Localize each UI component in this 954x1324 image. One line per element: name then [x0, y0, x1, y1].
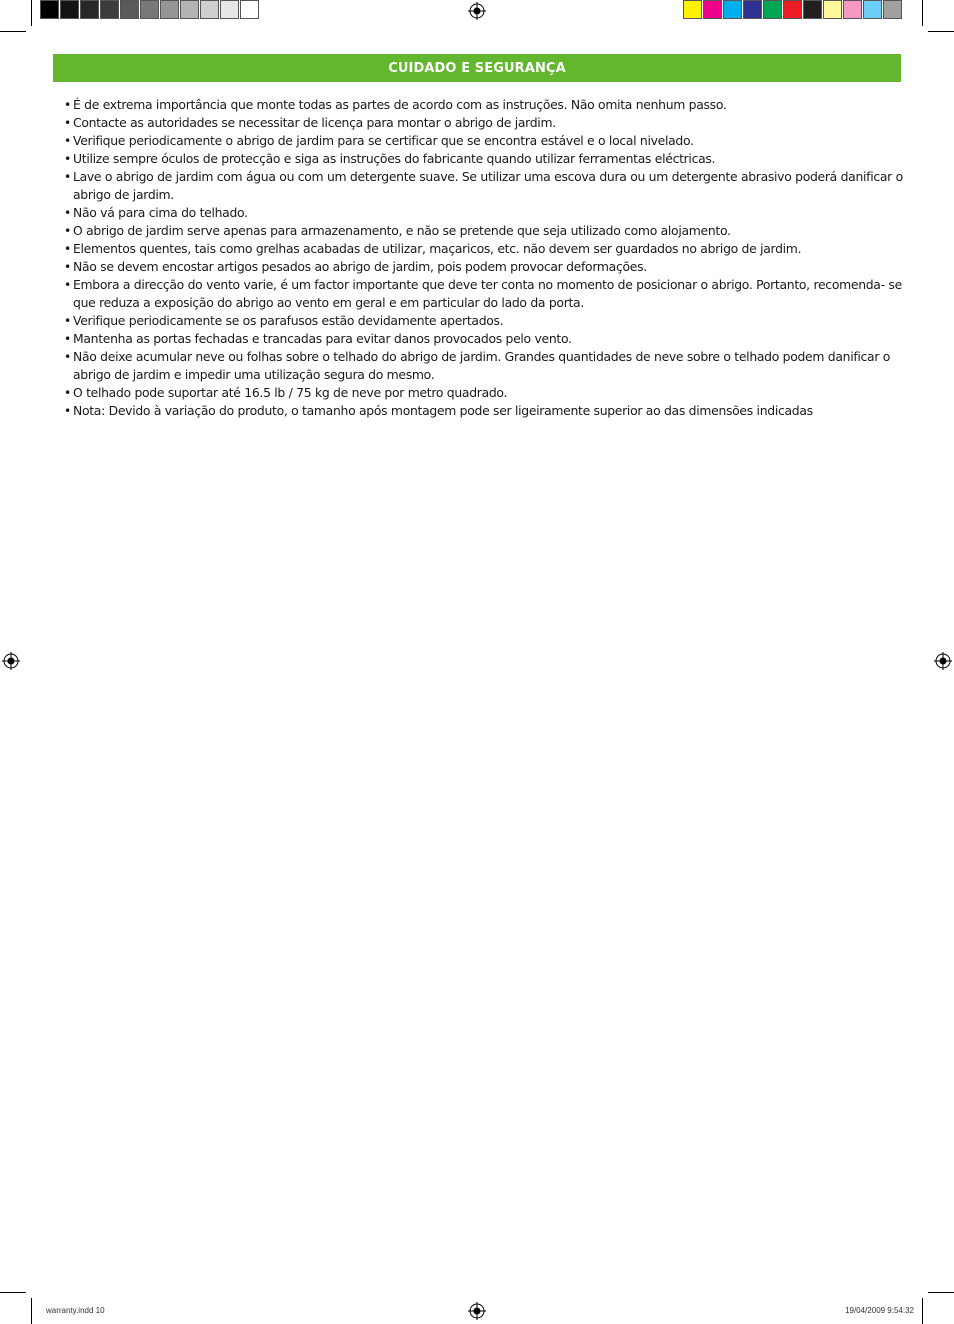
color-swatch [200, 0, 219, 19]
list-item-text: É de extrema importância que monte todas as partes de acordo com as instruções. Não omita nenhum passo. [73, 97, 727, 112]
crop-mark [922, 1298, 923, 1324]
registration-mark-icon [2, 652, 20, 670]
list-item [64, 258, 904, 276]
section-header [53, 54, 901, 82]
list-item-text: Não deixe acumular neve ou folhas sobre o telhado do abrigo de jardim. Grandes quantidades de neve sobre o telhado podem danificar o abrigo de jardim e impedir uma utilização segura do mesmo. [73, 349, 891, 382]
list-item [64, 348, 904, 384]
bullet-icon: • [64, 241, 72, 256]
list-item [64, 330, 904, 348]
crop-mark [0, 31, 26, 32]
registration-mark-icon [468, 1302, 486, 1320]
color-swatch [220, 0, 239, 19]
list-item [64, 132, 904, 150]
color-swatch [743, 0, 762, 19]
bullet-icon: • [64, 133, 72, 148]
color-swatch [120, 0, 139, 19]
bullet-icon: • [64, 259, 72, 274]
footer-file-label: warranty.indd 10 [46, 1306, 105, 1315]
list-item [64, 96, 904, 114]
list-item [64, 276, 904, 312]
registration-mark-icon [934, 652, 952, 670]
color-swatch [140, 0, 159, 19]
bullet-icon: • [64, 403, 72, 418]
list-item-text: Utilize sempre óculos de protecção e siga as instruções do fabricante quando utilizar ferramentas eléctricas. [73, 151, 716, 166]
crop-mark [928, 31, 954, 32]
color-swatch [843, 0, 862, 19]
crop-mark [928, 1292, 954, 1293]
color-swatch [883, 0, 902, 19]
color-swatch [703, 0, 722, 19]
bullet-icon: • [64, 169, 72, 184]
list-item [64, 168, 904, 204]
color-swatch [240, 0, 259, 19]
list-item [64, 402, 904, 420]
registration-mark-icon [468, 2, 486, 20]
bullet-icon: • [64, 385, 72, 400]
bullet-icon: • [64, 331, 72, 346]
list-item [64, 240, 904, 258]
list-item-text: O abrigo de jardim serve apenas para armazenamento, e não se pretende que seja utilizado como alojamento. [73, 223, 731, 238]
list-item-text: O telhado pode suportar até 16.5 lb / 75 kg de neve por metro quadrado. [73, 385, 508, 400]
list-item-text: Verifique periodicamente se os parafusos estão devidamente apertados. [73, 313, 504, 328]
list-item [64, 114, 904, 132]
color-swatch [60, 0, 79, 19]
bullet-icon: • [64, 151, 72, 166]
footer-timestamp: 19/04/2009 9:54:32 [845, 1306, 914, 1315]
list-item-text: Verifique periodicamente o abrigo de jardim para se certificar que se encontra estável e o local nivelado. [73, 133, 694, 148]
bullet-icon: • [64, 313, 72, 328]
list-item-text: Contacte as autoridades se necessitar de licença para montar o abrigo de jardim. [73, 115, 556, 130]
color-bar [682, 0, 902, 21]
color-swatch [40, 0, 59, 19]
color-swatch [783, 0, 802, 19]
list-item-text: Mantenha as portas fechadas e trancadas para evitar danos provocados pelo vento. [73, 331, 572, 346]
list-item-text: Nota: Devido à variação do produto, o tamanho após montagem pode ser ligeiramente superior ao das dimensões indicadas [73, 403, 813, 418]
color-swatch [863, 0, 882, 19]
list-item [64, 204, 904, 222]
color-swatch [180, 0, 199, 19]
list-item-text: Não se devem encostar artigos pesados ao abrigo de jardim, pois podem provocar deformações. [73, 259, 647, 274]
list-item-text: Não vá para cima do telhado. [73, 205, 248, 220]
color-swatch [683, 0, 702, 19]
bullet-icon: • [64, 349, 72, 364]
list-item [64, 150, 904, 168]
color-swatch [723, 0, 742, 19]
color-swatch [100, 0, 119, 19]
bullet-icon: • [64, 277, 72, 292]
grayscale-bar [39, 0, 259, 21]
color-swatch [80, 0, 99, 19]
color-swatch [803, 0, 822, 19]
bullet-icon: • [64, 205, 72, 220]
safety-list [64, 96, 904, 420]
section-title: CUIDADO E SEGURANÇA [388, 60, 566, 76]
crop-mark [0, 1292, 26, 1293]
crop-mark [922, 0, 923, 26]
list-item-text: Lave o abrigo de jardim com água ou com um detergente suave. Se utilizar uma escova dura ou um detergente abrasivo poderá danificar o abrigo de jardim. [73, 169, 903, 202]
list-item [64, 312, 904, 330]
list-item [64, 222, 904, 240]
bullet-icon: • [64, 97, 72, 112]
color-swatch [823, 0, 842, 19]
crop-mark [31, 1298, 32, 1324]
list-item [64, 384, 904, 402]
list-item-text: Elementos quentes, tais como grelhas acabadas de utilizar, maçaricos, etc. não devem ser guardados no abrigo de jardim. [73, 241, 802, 256]
bullet-icon: • [64, 115, 72, 130]
crop-mark [31, 0, 32, 26]
color-swatch [763, 0, 782, 19]
color-swatch [160, 0, 179, 19]
bullet-icon: • [64, 223, 72, 238]
list-item-text: Embora a direcção do vento varie, é um factor importante que deve ter conta no momento de posicionar o abrigo. Portanto, recomenda- se que reduza a exposição do abrigo ao vento em geral e em particular do lado da porta. [73, 277, 902, 310]
